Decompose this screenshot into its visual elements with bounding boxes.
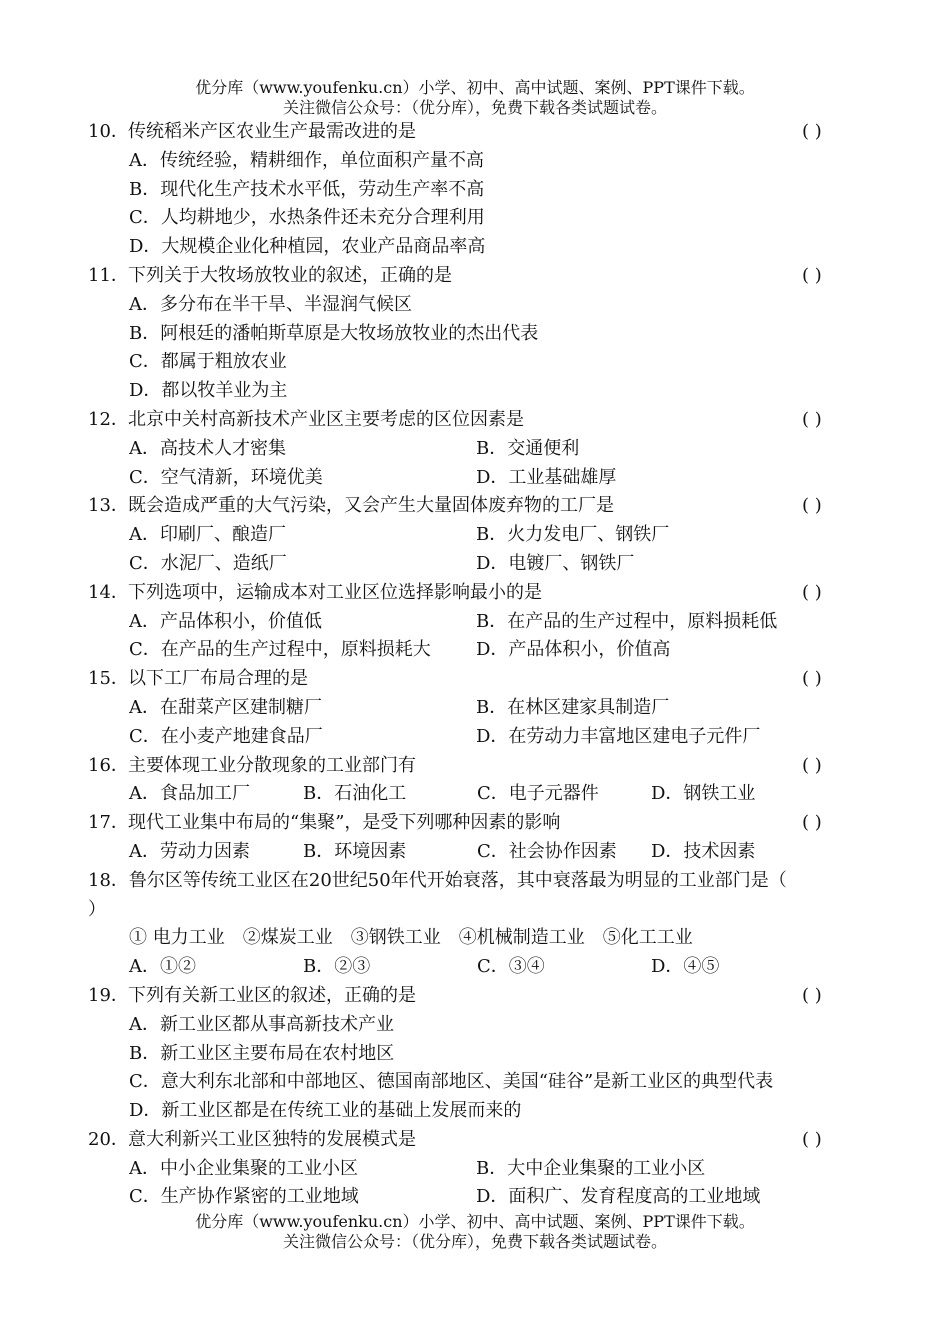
option-d: D．④⑤ xyxy=(651,956,720,978)
page-footer xyxy=(0,1212,950,1252)
option-d: D．在劳动力丰富地区建电子元件厂 xyxy=(476,725,761,747)
answer-blank: ( ) xyxy=(802,264,822,286)
question-text: 下列选项中，运输成本对工业区位选择影响最小的是 xyxy=(128,581,542,603)
question-16 xyxy=(88,752,848,781)
option-b: B．石油化工 xyxy=(303,783,407,805)
question-number: 13． xyxy=(88,495,129,517)
question-text: 既会造成严重的大气污染，又会产生大量固体废弃物的工厂是 xyxy=(128,495,614,517)
answer-blank: ( ) xyxy=(802,581,822,603)
option-row xyxy=(88,953,848,982)
option-b: B．火力发电厂、钢铁厂 xyxy=(476,524,670,546)
option-c: C．社会协作因素 xyxy=(477,840,617,862)
option-row xyxy=(88,780,848,809)
option-c: C．都属于粗放农业 xyxy=(129,351,287,373)
option-row xyxy=(88,838,848,867)
header-line-1: 优分库（www.youfenku.cn）小学、初中、高中试题、案例、PPT课件下载。 xyxy=(195,78,755,97)
question-list xyxy=(88,118,848,1212)
option-a: A．食品加工厂 xyxy=(129,783,250,805)
option-b: B．②③ xyxy=(303,956,371,978)
option-a: A．新工业区都从事高新技术产业 xyxy=(129,1013,394,1035)
option-b: B．大中企业集聚的工业小区 xyxy=(476,1157,706,1179)
answer-blank-close: ） xyxy=(88,898,106,920)
option-b: B．在林区建家具制造厂 xyxy=(476,696,670,718)
option-b: B．新工业区主要布局在农村地区 xyxy=(129,1042,395,1064)
option-c: C．人均耕地少，水热条件还未充分合理利用 xyxy=(129,207,485,229)
option-d: D．技术因素 xyxy=(651,840,756,862)
option-a: A．印刷厂、酿造厂 xyxy=(129,524,286,546)
option-row xyxy=(88,608,848,637)
question-number: 10． xyxy=(88,121,129,142)
question-text: 鲁尔区等传统工业区在20世纪50年代开始衰落，其中衰落最为明显的工业部门是（ xyxy=(128,869,787,891)
option-b: B．交通便利 xyxy=(476,437,580,459)
question-text: 传统稻米产区农业生产最需改进的是 xyxy=(128,121,416,142)
answer-blank: ( ) xyxy=(802,984,822,1006)
option-a: A．多分布在半干旱、半湿润气候区 xyxy=(129,293,412,315)
option-row xyxy=(88,1155,848,1184)
question-number: 14． xyxy=(88,581,129,603)
question-number: 16． xyxy=(88,754,129,776)
option-b: B．在产品的生产过程中，原料损耗低 xyxy=(476,610,778,632)
option-c: C．生产协作紧密的工业地域 xyxy=(129,1186,359,1208)
question-13 xyxy=(88,492,848,521)
question-14 xyxy=(88,579,848,608)
question-number: 18． xyxy=(88,869,129,891)
numbered-items: ① 电力工业 ②煤炭工业 ③钢铁工业 ④机械制造工业 ⑤化工工业 xyxy=(129,927,693,949)
question-number: 12． xyxy=(88,408,129,430)
answer-blank: ( ) xyxy=(802,121,822,142)
option-c: C．电子元器件 xyxy=(477,783,599,805)
question-text: 意大利新兴工业区独特的发展模式是 xyxy=(128,1128,416,1150)
option-d: D．钢铁工业 xyxy=(651,783,756,805)
option-a: A．在甜菜产区建制糖厂 xyxy=(129,696,322,718)
option-b: B．环境因素 xyxy=(303,840,407,862)
answer-blank: ( ) xyxy=(802,495,822,517)
question-number: 15． xyxy=(88,668,129,690)
option-row xyxy=(88,723,848,752)
header-line-2: 关注微信公众号：（优分库），免费下载各类试题试卷。 xyxy=(282,98,667,117)
question-text: 主要体现工业分散现象的工业部门有 xyxy=(128,754,416,776)
option-c: C．③④ xyxy=(477,956,545,978)
question-text: 北京中关村高新技术产业区主要考虑的区位因素是 xyxy=(128,408,524,430)
option-d: D．新工业区都是在传统工业的基础上发展而来的 xyxy=(129,1100,522,1122)
option-a: A．高技术人才密集 xyxy=(129,437,286,459)
question-number: 20． xyxy=(88,1128,129,1150)
question-number: 19． xyxy=(88,984,129,1006)
option-d: D．面积广、发育程度高的工业地域 xyxy=(476,1186,761,1208)
option-a: A．传统经验，精耕细作，单位面积产量不高 xyxy=(129,149,484,171)
option-row xyxy=(88,435,848,464)
question-text: 下列有关新工业区的叙述，正确的是 xyxy=(128,984,416,1006)
option-row xyxy=(88,1183,848,1212)
option-row xyxy=(88,464,848,493)
option-d: D．产品体积小，价值高 xyxy=(476,639,671,661)
answer-blank: ( ) xyxy=(802,668,822,690)
page-header xyxy=(0,78,950,118)
option-b: B．现代化生产技术水平低，劳动生产率不高 xyxy=(129,178,485,200)
option-a: A．中小企业集聚的工业小区 xyxy=(129,1157,358,1179)
option-d: D．电镀厂、钢铁厂 xyxy=(476,552,635,574)
option-row xyxy=(88,694,848,723)
option-a: A．产品体积小，价值低 xyxy=(129,610,322,632)
question-20 xyxy=(88,1126,848,1155)
question-text: 以下工厂布局合理的是 xyxy=(128,668,308,690)
option-a: A．劳动力因素 xyxy=(129,840,250,862)
option-row xyxy=(88,550,848,579)
footer-line-2: 关注微信公众号：（优分库），免费下载各类试题试卷。 xyxy=(282,1232,667,1251)
option-c: C．水泥厂、造纸厂 xyxy=(129,552,287,574)
option-c: C．空气清新，环境优美 xyxy=(129,466,323,488)
option-row xyxy=(88,521,848,550)
question-11 xyxy=(88,262,848,291)
option-c: C．意大利东北部和中部地区、德国南部地区、美国“硅谷”是新工业区的典型代表 xyxy=(129,1071,774,1093)
question-text: 现代工业集中布局的“集聚”，是受下列哪种因素的影响 xyxy=(128,812,561,834)
option-b: B．阿根廷的潘帕斯草原是大牧场放牧业的杰出代表 xyxy=(129,322,539,344)
option-d: D．大规模企业化种植园，农业产品商品率高 xyxy=(129,236,486,258)
option-c: C．在产品的生产过程中，原料损耗大 xyxy=(129,639,431,661)
question-12 xyxy=(88,406,848,435)
option-c: C．在小麦产地建食品厂 xyxy=(129,725,323,747)
option-row xyxy=(88,636,848,665)
option-d: D．都以牧羊业为主 xyxy=(129,380,288,402)
question-text: 下列关于大牧场放牧业的叙述，正确的是 xyxy=(128,264,452,286)
footer-line-1: 优分库（www.youfenku.cn）小学、初中、高中试题、案例、PPT课件下载。 xyxy=(195,1212,755,1231)
answer-blank: ( ) xyxy=(802,754,822,776)
question-number: 17． xyxy=(88,812,129,834)
question-19 xyxy=(88,982,848,1011)
question-number: 11． xyxy=(88,264,129,286)
question-10 xyxy=(88,118,848,147)
option-a: A．①② xyxy=(129,956,196,978)
option-d: D．工业基础雄厚 xyxy=(476,466,617,488)
answer-blank: ( ) xyxy=(802,812,822,834)
question-15 xyxy=(88,665,848,694)
answer-blank: ( ) xyxy=(802,408,822,430)
answer-blank: ( ) xyxy=(802,1128,822,1150)
question-17 xyxy=(88,809,848,838)
question-18 xyxy=(88,867,848,896)
